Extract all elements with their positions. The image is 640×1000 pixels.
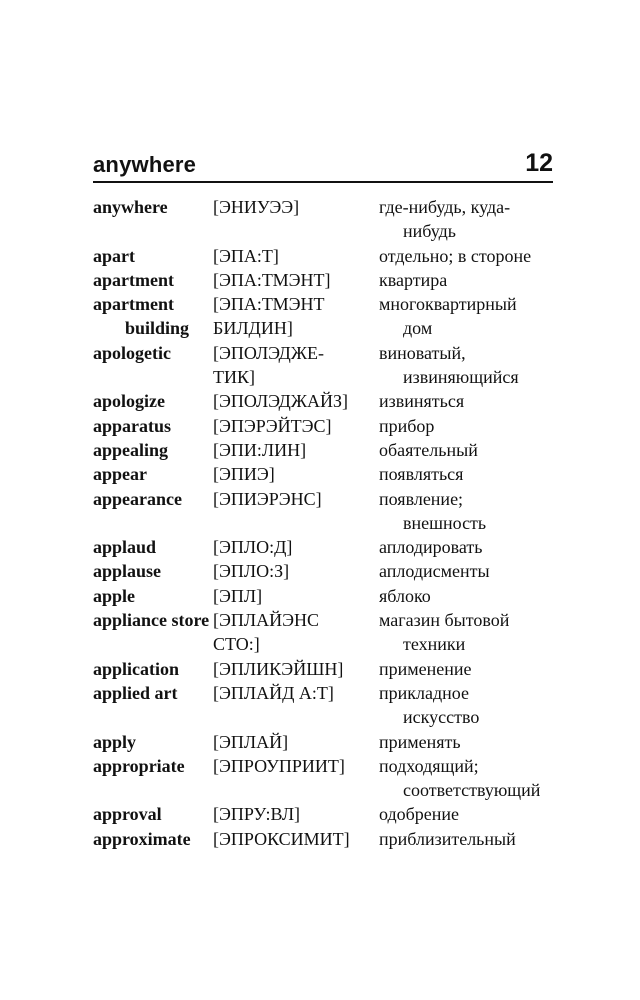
translation [379, 389, 559, 413]
dictionary-entry [93, 389, 563, 413]
headword-line: applaud [93, 537, 157, 558]
translation-line: появление; [379, 488, 464, 509]
headword-line: appliance store [93, 610, 210, 631]
dictionary-entry [93, 657, 563, 681]
dictionary-entry [93, 681, 563, 730]
headword [93, 341, 213, 365]
headword-line: apparatus [93, 415, 172, 436]
pronunciation-line: [ЭПЛО:З] [213, 561, 290, 582]
dictionary-entry [93, 438, 563, 462]
headword-line: appealing [93, 439, 169, 460]
headword-line: approval [93, 804, 162, 825]
pronunciation [213, 292, 378, 341]
translation-line: внешность [403, 512, 487, 533]
headword-line: apartment [93, 269, 174, 290]
dictionary-entry [93, 559, 563, 583]
header-guide-word: anywhere [93, 152, 197, 177]
pronunciation [213, 730, 378, 754]
pronunciation-line: ТИК] [213, 367, 255, 388]
translation [379, 268, 559, 292]
translation [379, 559, 559, 583]
pronunciation-line: [ЭПЭРЭЙТЭС] [213, 415, 332, 436]
pronunciation-line: [ЭПА:ТМЭНТ [213, 294, 325, 315]
headword [93, 681, 213, 705]
headword-line: approximate [93, 828, 191, 849]
translation-line: прибор [379, 415, 435, 436]
translation-line: приблизительный [379, 828, 516, 849]
headword [93, 657, 213, 681]
headword [93, 462, 213, 486]
dictionary-entry [93, 244, 563, 268]
translation-line: аплодисменты [379, 561, 490, 582]
headword [93, 292, 213, 341]
headword-line: apologetic [93, 342, 171, 363]
translation [379, 535, 559, 559]
translation [379, 292, 559, 341]
translation [379, 754, 559, 803]
headword-line: building [125, 318, 190, 339]
translation-line: отдельно; в стороне [379, 245, 532, 266]
dictionary-entry [93, 292, 563, 341]
pronunciation-line: [ЭПЛАЙ] [213, 731, 289, 752]
translation-line: извиняться [379, 391, 465, 412]
translation [379, 802, 559, 826]
pronunciation-line: [ЭПИЭ] [213, 464, 275, 485]
pronunciation [213, 584, 378, 608]
pronunciation [213, 414, 378, 438]
dictionary-entry [93, 535, 563, 559]
headword [93, 195, 213, 219]
translation [379, 462, 559, 486]
translation-line: многоквартирный [379, 294, 517, 315]
headword-line: appropriate [93, 755, 185, 776]
translation [379, 657, 559, 681]
pronunciation [213, 802, 378, 826]
dictionary-entry [93, 462, 563, 486]
dictionary-entry [93, 268, 563, 292]
translation [379, 487, 559, 536]
pronunciation-line: [ЭПЛАЙД А:Т] [213, 682, 334, 703]
translation-line: аплодировать [379, 537, 483, 558]
pronunciation [213, 559, 378, 583]
pronunciation-line: [ЭПОЛЭДЖЕ- [213, 342, 324, 363]
dictionary-entry [93, 827, 563, 851]
translation-line: прикладное [379, 682, 469, 703]
pronunciation [213, 462, 378, 486]
translation [379, 244, 559, 268]
dictionary-entry [93, 584, 563, 608]
pronunciation-line: [ЭПА:ТМЭНТ] [213, 269, 331, 290]
headword-line: applause [93, 561, 162, 582]
pronunciation-line: [ЭПИЭРЭНС] [213, 488, 322, 509]
pronunciation-line: [ЭПЛИКЭЙШН] [213, 658, 344, 679]
dictionary-entry [93, 754, 563, 803]
pronunciation [213, 438, 378, 462]
pronunciation-line: [ЭПИ:ЛИН] [213, 439, 307, 460]
translation [379, 414, 559, 438]
page-header [93, 148, 553, 180]
pronunciation [213, 827, 378, 851]
headword [93, 802, 213, 826]
translation [379, 730, 559, 754]
pronunciation [213, 681, 378, 705]
translation-line: извиняющийся [403, 367, 519, 388]
translation [379, 438, 559, 462]
headword [93, 414, 213, 438]
translation-line: применение [379, 658, 472, 679]
pronunciation [213, 754, 378, 778]
pronunciation-line: [ЭПРОУПРИИТ] [213, 755, 345, 776]
pronunciation [213, 389, 378, 413]
headword-line: appear [93, 464, 147, 485]
dictionary-entry [93, 414, 563, 438]
translation [379, 195, 559, 244]
headword-line: anywhere [93, 197, 168, 217]
dictionary-entry [93, 608, 563, 657]
headword-line: application [93, 658, 180, 679]
header-divider [93, 181, 553, 183]
headword [93, 730, 213, 754]
headword [93, 754, 213, 778]
translation [379, 681, 559, 730]
dictionary-entry [93, 487, 563, 536]
pronunciation [213, 608, 378, 657]
headword-line: apart [93, 245, 135, 266]
translation [379, 827, 559, 851]
dictionary-entry [93, 730, 563, 754]
headword [93, 535, 213, 559]
pronunciation [213, 268, 378, 292]
pronunciation [213, 657, 378, 681]
translation-line: подходящий; [379, 755, 479, 776]
pronunciation [213, 341, 378, 390]
pronunciation [213, 195, 378, 219]
pronunciation-line: [ЭПЛО:Д] [213, 537, 293, 558]
pronunciation [213, 487, 378, 511]
translation [379, 341, 559, 390]
translation-line: квартира [379, 269, 448, 290]
translation-line: появляться [379, 464, 464, 485]
translation-line: яблоко [379, 585, 431, 606]
pronunciation-line: БИЛДИН] [213, 318, 293, 339]
pronunciation [213, 535, 378, 559]
pronunciation-line: [ЭПОЛЭДЖАЙЗ] [213, 391, 348, 412]
pronunciation [213, 244, 378, 268]
translation-line: соответствующий [403, 780, 541, 801]
translation [379, 608, 559, 657]
dictionary-entry [93, 195, 563, 244]
headword [93, 559, 213, 583]
translation-line: где-нибудь, куда- [379, 197, 511, 217]
headword-line: apple [93, 585, 136, 606]
pronunciation-line: [ЭПРУ:ВЛ] [213, 804, 301, 825]
translation-line: техники [403, 634, 466, 655]
translation-line: дом [403, 318, 433, 339]
pronunciation-line: [ЭПЛАЙЭНС [213, 610, 319, 631]
dictionary-entry [93, 341, 563, 390]
headword [93, 584, 213, 608]
translation-line: магазин бытовой [379, 610, 510, 631]
headword-line: apply [93, 731, 137, 752]
pronunciation-line: [ЭПЛ] [213, 585, 263, 606]
translation-line: одобрение [379, 804, 460, 825]
pronunciation-line: [ЭПА:Т] [213, 245, 279, 266]
translation-line: применять [379, 731, 461, 752]
headword-line: apartment [93, 294, 174, 315]
translation-line: обаятельный [379, 439, 478, 460]
pronunciation-line: [ЭПРОКСИМИТ] [213, 828, 350, 849]
dictionary-entries [93, 195, 563, 851]
headword [93, 827, 213, 851]
translation [379, 584, 559, 608]
translation-line: искусство [403, 707, 480, 728]
pronunciation-line: [ЭНИУЭЭ] [213, 197, 300, 217]
headword [93, 608, 218, 632]
page-number: 12 [525, 149, 553, 177]
headword [93, 244, 213, 268]
dictionary-entry [93, 802, 563, 826]
translation-line: виноватый, [379, 342, 466, 363]
pronunciation-line: СТО:] [213, 634, 260, 655]
headword [93, 268, 213, 292]
headword [93, 438, 213, 462]
headword [93, 487, 213, 511]
headword-line: applied art [93, 682, 178, 703]
headword-line: appearance [93, 488, 182, 509]
headword [93, 389, 213, 413]
headword-line: apologize [93, 391, 165, 412]
translation-line: нибудь [403, 221, 456, 242]
